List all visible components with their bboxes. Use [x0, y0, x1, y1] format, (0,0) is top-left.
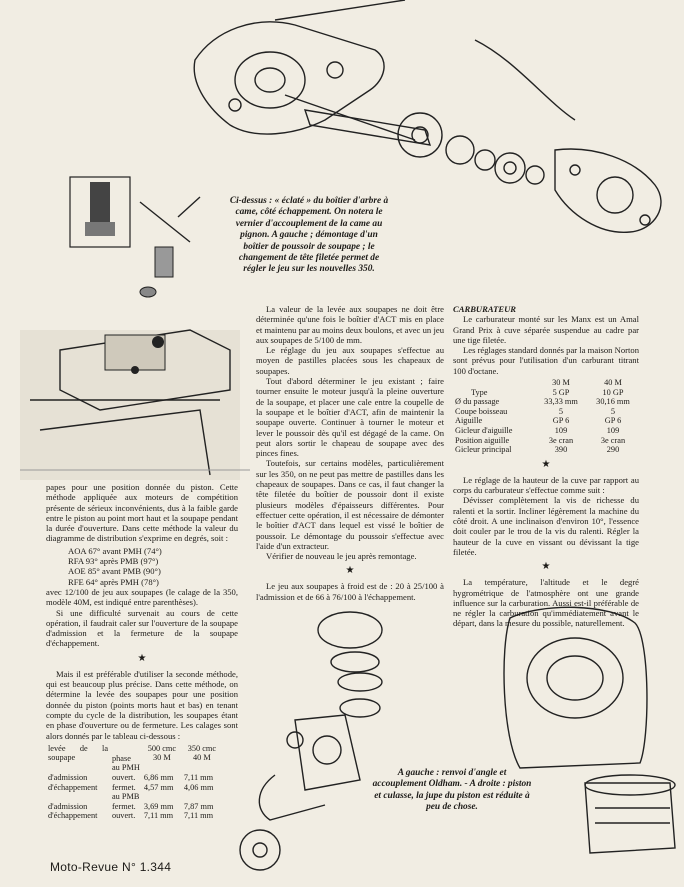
carb-header-30m: 30 M: [552, 378, 570, 388]
left-paragraph-1: papes pour une position donnée du piston. Cette méthode appliquée aux moteurs de compétition présente de sérieux inconvénients, dus à la faible garde entre le piston au point mort haut et la soupape pendant la durée d'ouverture. Dans cette méthode la valeur du diagramme de distribution s'exprime en degrés, soit :: [46, 482, 238, 544]
oldham-coupling-drawing: [235, 600, 395, 875]
left-paragraph-4: Mais il est préférable d'utiliser la seconde méthode, qui est beaucoup plus précise. Dans cette méthode, on détermine la levée des soupapes pour une position donnée du piston (points morts haut et bas) en tenant compte du cycle de la distribution, les soupapes étant en phase d'ouverture ou de fermeture. Les calages sont alors donnés par le tableau ci-dessous :: [46, 668, 238, 741]
calage-table: [46, 744, 222, 821]
calage-row: d'échappement ouvert. 7,11 mm 7,11 mm: [48, 811, 214, 821]
carb-row: Gicleur d'aiguille 109 109: [455, 426, 620, 436]
carb-row: Type 5 GP 10 GP: [471, 387, 624, 397]
right-paragraph: Le réglage de la hauteur de la cuve par rapport au corps du carburateur s'effectue comme suit :: [453, 474, 639, 496]
timing-row: RFE 64° après PMH (78°): [68, 576, 159, 587]
middle-paragraph: Toutefois, sur certains modèles, particulièrement sur les 350, on ne peut pas mettre de pastilles dans les chapeaux de soupapes. Dans ce cas, il faut changer la tête filetée du boîtier de poussoir dont il existe plusieurs modèles d'épaisseurs différentes. Pour effectuer cette opération, il est nécessaire de démonter le boîtier d'ACT dans lequel est vissé le boîtier de poussoir. Le démontage du poussoir s'effectue avec l'aide d'un extracteur.: [256, 458, 444, 551]
calage-header-levee: levée de la soupape: [48, 743, 108, 763]
calage-header-350: 350 cmc 40 M: [187, 743, 217, 763]
calage-row: d'admission fermet. 3,69 mm 7,87 mm: [48, 801, 214, 811]
carb-row: Aiguille GP 6 GP 6: [455, 416, 622, 426]
carb-header-40m: 40 M: [604, 378, 622, 388]
calage-row: d'admission ouvert. 6,86 mm 7,11 mm: [48, 773, 214, 783]
carb-row: Ø du passage 33,33 mm 30,16 mm: [455, 397, 630, 407]
left-paragraph-2: avec 12/100 de jeu aux soupapes (le calage de la 350, modèle 40M, est indiqué entre parenthèses).: [46, 586, 238, 608]
carburetor-table: [453, 378, 639, 455]
calage-group-label: au PMB: [112, 792, 140, 802]
carb-row: Gicleur principal 390 290: [455, 445, 620, 455]
left-column: [46, 482, 238, 821]
calage-row: d'échappement fermet. 4,57 mm 4,06 mm: [48, 782, 214, 792]
caption-bottom: A gauche : renvoi d'angle et accouplement Oldham. - A droite : piston et culasse, la jupe du piston est réduite à peu de chose.: [372, 768, 532, 813]
calage-group-label: au PMH: [112, 763, 140, 773]
timing-row: AOA 67° avant PMH (74°): [68, 545, 162, 556]
star-separator: ★: [541, 458, 551, 470]
timing-list: [68, 546, 238, 587]
middle-column: [256, 304, 444, 602]
star-separator: ★: [541, 561, 551, 573]
middle-paragraph: Vérifier de nouveau le jeu après remontage.: [266, 551, 417, 562]
star-separator: ★: [137, 652, 147, 664]
middle-paragraph: Le réglage du jeu aux soupapes s'effectue au moyen de pastilles placées sous les chapeaux de soupapes.: [256, 345, 444, 376]
calage-header-phase: phase: [112, 753, 131, 763]
carb-row: Coupe boisseau 5 5: [455, 406, 616, 416]
right-paragraph: Le carburateur monté sur les Manx est un Amal Grand Prix à cuve séparée suspendue au cadre par une tige filetée.: [453, 314, 639, 345]
carb-row: Position aiguille 3e cran 3e cran: [455, 435, 626, 445]
tappet-tool-drawing: [60, 172, 235, 302]
vise-drawing: [20, 290, 250, 480]
left-paragraph-3: Si une difficulté survenait au cours de cette opération, il faudrait caler sur l'ouverture de la soupape d'admission et la fermeture de la soupape d'échappement.: [46, 607, 238, 649]
timing-row: AOE 85° avant PMB (90°): [68, 566, 161, 577]
cylinder-head-piston-drawing: [480, 598, 684, 873]
calage-header-500: 500 cmc 30 M: [147, 743, 177, 763]
page-footer: Moto-Revue N° 1.344: [50, 860, 172, 874]
middle-final-paragraph: Le jeu aux soupapes à froid est de : 20 à 25/100 à l'admission et de 66 à 76/100 à l'échappement.: [256, 581, 444, 602]
right-column: [453, 304, 639, 629]
star-separator: ★: [345, 565, 355, 577]
middle-paragraph: Tout d'abord déterminer le jeu existant ; faire tourner ensuite le moteur jusqu'à la pleine ouverture de la soupape, et placer une cale entre la coupelle de la soupape et le boîtier d'ACT, afin de maintenir la soupape ouverte. Continuer à tourner le moteur et lever le poussoir dès qu'il est dégagé de la came. On peut alors sortir le chapeau de soupape avec des pinces fines.: [256, 376, 444, 459]
right-paragraph: La température, l'altitude et le degré hygrométrique de l'atmosphère ont une grande influence sur la carburation. Aussi est-il préférable de ne régler la carburation qu'immédiatement avant le départ, dans la mesure du possible, naturellement.: [453, 577, 639, 629]
timing-row: RFA 93° après PMB (97°): [68, 556, 159, 567]
right-paragraph: Les réglages standard donnés par la maison Norton sont prévus pour l'utilisation d'un carburant titrant 100 d'octane.: [453, 345, 639, 376]
carburateur-heading: CARBURATEUR: [453, 304, 517, 314]
right-paragraph: Dévisser complètement la vis de richesse du ralenti et la sortir. Incliner légèrement la machine du côté droit. A une inclinaison d'environ 10°, l'essence doit couler par le trou de la vis du ralenti. Régler la hauteur de la cuve en vissant ou dévissant la tige filetée.: [453, 495, 639, 557]
middle-paragraph: La valeur de la levée aux soupapes ne doit être déterminée qu'une fois le boîtier d'ACT mis en place et maintenu par au moins deux boulons, et avec un jeu aux soupapes de 5/100 de mm.: [256, 304, 444, 345]
caption-top: Ci-dessus : « éclaté » du boîtier d'arbre à came, côté échappement. On notera le vernier d'accouplement de la came au pignon. A gauche ; démontage d'un boîtier de poussoir de soupape ; le changement de tête filetée permet de régler le jeu sur les nouvelles 350.: [229, 196, 389, 275]
